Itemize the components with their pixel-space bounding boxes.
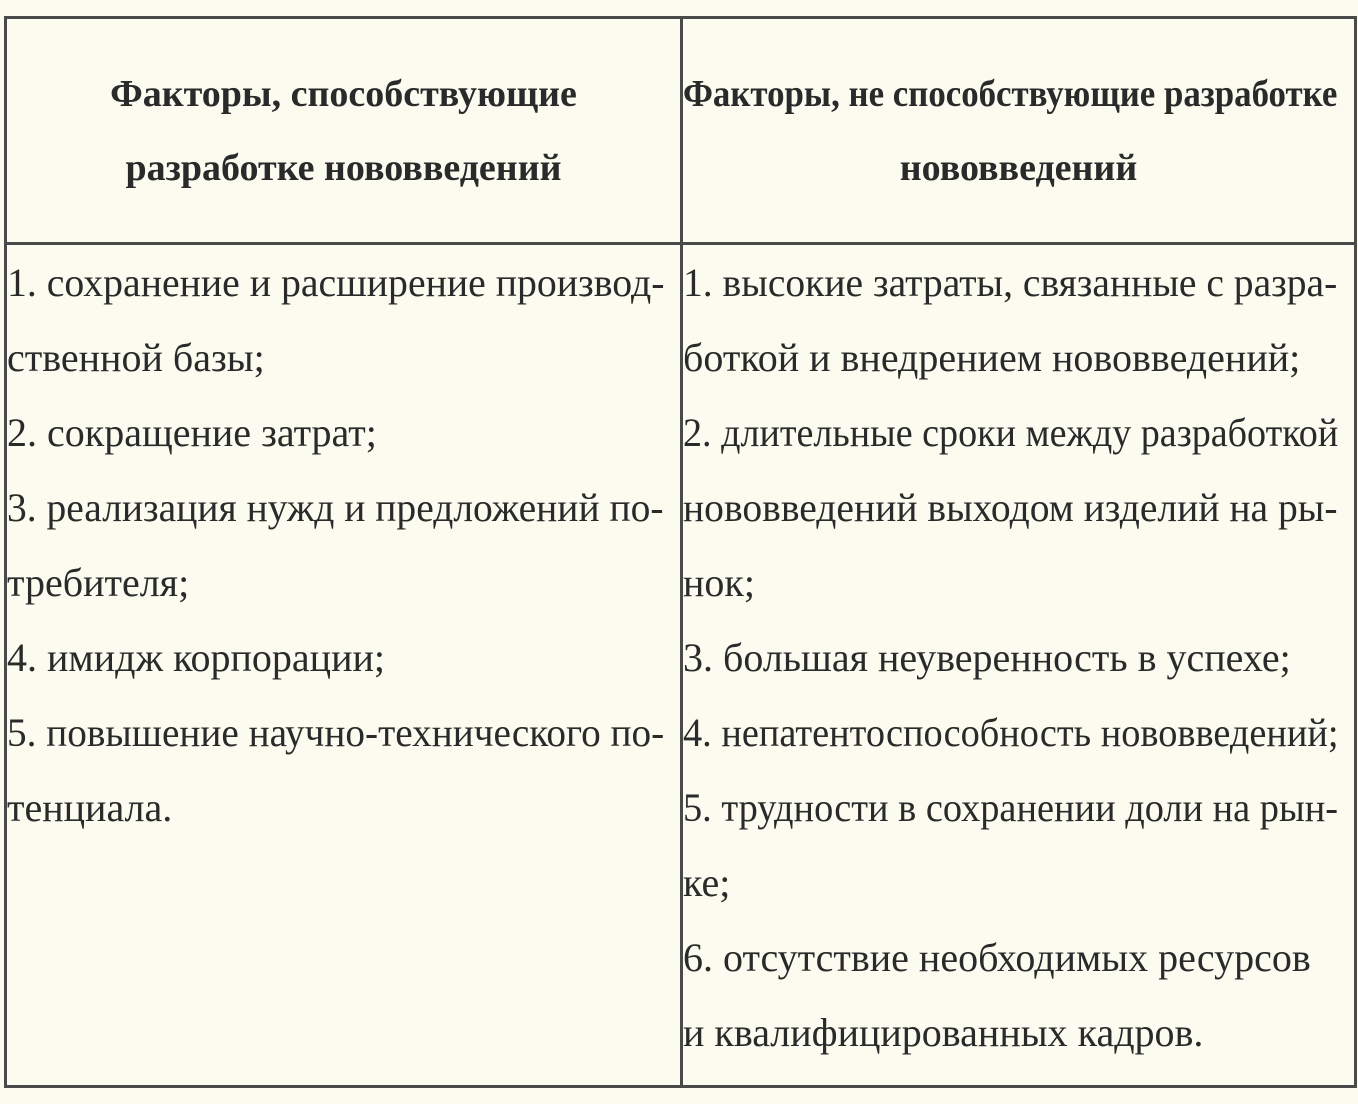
hindering-factors-cell (682, 244, 1356, 1087)
list-line: ке; (683, 860, 731, 905)
list-line: 3. реализация нужд и предложений по- (7, 485, 664, 530)
header-supporting-factors (6, 18, 682, 244)
list-line: тенциала. (7, 785, 173, 830)
header-line: Факторы, способствующие (110, 72, 577, 115)
header-hindering-factors (682, 18, 1356, 244)
factors-table (4, 16, 1357, 1088)
list-line: боткой и внедрением нововведений; (683, 335, 1301, 380)
list-line: 6. отсутствие необходимых ресурсов (683, 935, 1311, 980)
header-row (6, 18, 1356, 244)
body-row (6, 244, 1356, 1087)
list-line: 4. непатентоспособность нововведений; (683, 710, 1339, 755)
list-line: и квалифицированных кадров. (683, 1010, 1204, 1055)
list-line: 5. повышение научно-технического по- (7, 710, 665, 755)
list-line: нововведений выходом изделий на ры- (683, 485, 1338, 530)
list-line: 1. высокие затраты, связанные с разра- (683, 260, 1338, 305)
list-line: 1. сохранение и расширение производ- (7, 260, 665, 305)
list-line: требителя; (7, 560, 190, 605)
header-line: Факторы, не способствующие разработке (683, 72, 1338, 115)
list-line: 4. имидж корпорации; (7, 635, 386, 680)
header-line: нововведений (899, 146, 1138, 189)
list-line: 5. трудности в сохранении доли на рын- (683, 785, 1339, 830)
list-line: ственной базы; (7, 335, 265, 380)
supporting-factors-cell (6, 244, 682, 1087)
list-line: нок; (683, 560, 755, 605)
list-line: 2. сокращение затрат; (7, 410, 377, 455)
list-line: 3. большая неуверенность в успехе; (683, 635, 1291, 680)
list-line: 2. длительные сроки между разработкой (683, 410, 1339, 455)
header-line: разработке нововведений (125, 146, 562, 189)
